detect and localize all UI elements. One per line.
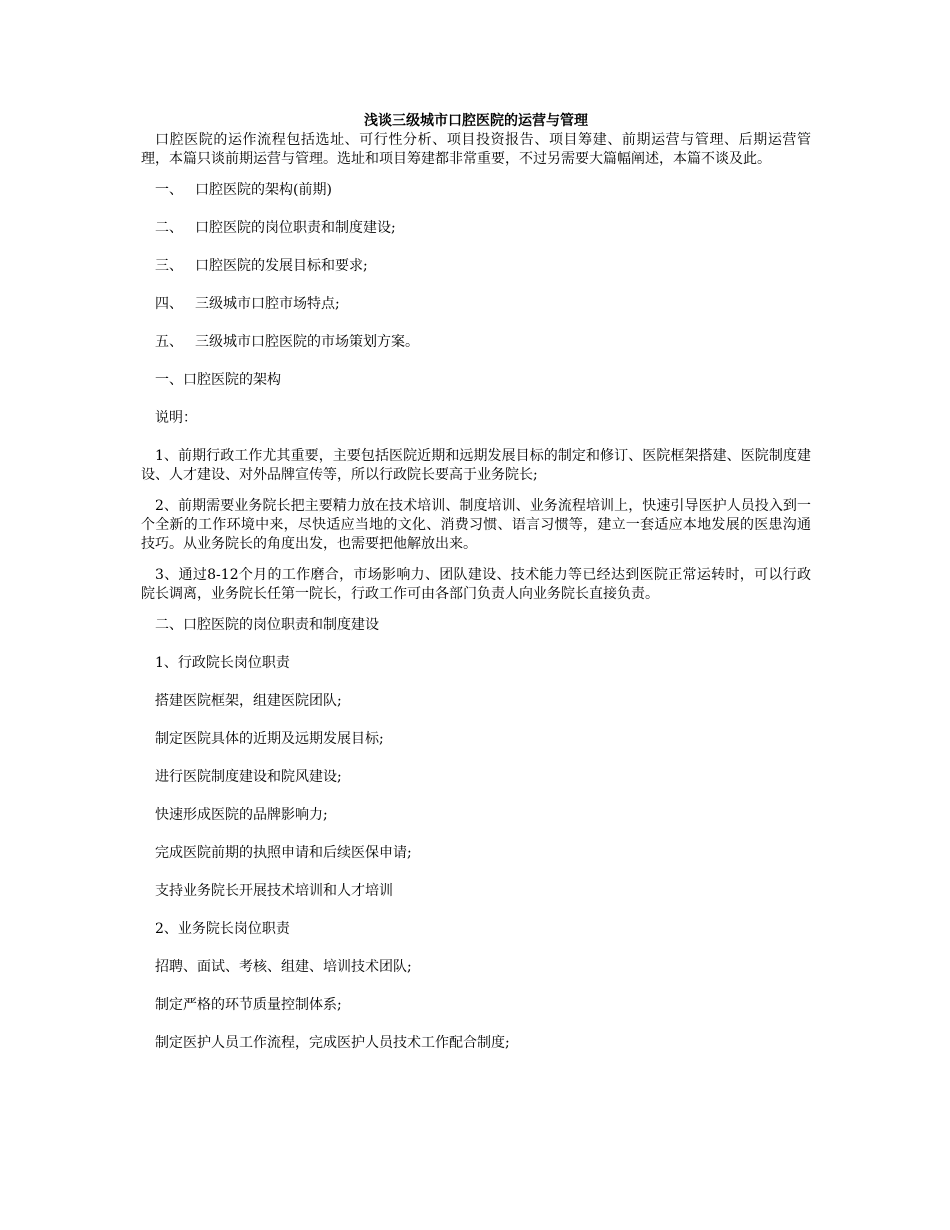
duty-item: 快速形成医院的品牌影响力;: [155, 807, 328, 823]
duty-item: 进行医院制度建设和院风建设;: [155, 769, 342, 785]
duty-item: 完成医院前期的执照申请和后续医保申请;: [155, 845, 412, 861]
outline-number: 四、: [155, 296, 183, 312]
section-heading: 二、口腔医院的岗位职责和制度建设: [155, 617, 379, 633]
intro-paragraph: 口腔医院的运作流程包括选址、可行性分析、项目投资报告、项目筹建、前期运营与管理、后期运营管理，本篇只谈前期运营与管理。选址和项目筹建都非常重要，不过另需要大篇幅阐述，本篇不谈及此。: [141, 132, 811, 167]
section-heading: 一、口腔医院的架构: [155, 372, 281, 388]
outline-number: 五、: [155, 334, 183, 350]
duty-item: 制定医护人员工作流程，完成医护人员技术工作配合制度;: [155, 1035, 510, 1051]
note-item: 3、通过8-12个月的工作磨合，市场影响力、团队建设、技术能力等已经达到医院正常运转时，可以行政院长调离，业务院长任第一院长，行政工作可由各部门负责人向业务院长直接负责。: [141, 567, 811, 602]
outline-item: [141, 181, 811, 200]
note-item: 2、前期需要业务院长把主要精力放在技术培训、制度培训、业务流程培训上，快速引导医护人员投入到一个全新的工作环境中来，尽快适应当地的文化、消费习惯、语言习惯等，建立一套适应本地发展的医患沟通技巧。从业务院长的角度出发，也需要把他解放出来。: [141, 498, 811, 552]
subsection-heading: 1、行政院长岗位职责: [155, 655, 290, 671]
outline-text: 口腔医院的岗位职责和制度建设;: [195, 220, 396, 236]
outline-text: 三级城市口腔市场特点;: [195, 296, 340, 312]
note-item: 1、前期行政工作尤其重要，主要包括医院近期和远期发展目标的制定和修订、医院框架搭建、医院制度建设、人才建设、对外品牌宣传等，所以行政院长要高于业务院长;: [141, 448, 811, 483]
outline-text: 口腔医院的架构(前期): [195, 182, 332, 198]
outline-item: [141, 333, 811, 352]
outline-number: 三、: [155, 258, 183, 274]
note-label: 说明：: [155, 410, 197, 426]
outline-item: [141, 257, 811, 276]
outline-text: 三级城市口腔医院的市场策划方案。: [195, 334, 419, 350]
outline-item: [141, 219, 811, 238]
duty-item: 制定严格的环节质量控制体系;: [155, 997, 342, 1013]
duty-item: 支持业务院长开展技术培训和人才培训: [155, 883, 393, 899]
subsection-heading: 2、业务院长岗位职责: [155, 921, 290, 937]
document-title: 浅谈三级城市口腔医院的运营与管理: [364, 113, 588, 129]
outline-number: 一、: [155, 182, 183, 198]
duty-item: 招聘、面试、考核、组建、培训技术团队;: [155, 959, 412, 975]
outline-text: 口腔医院的发展目标和要求;: [195, 258, 368, 274]
document-page: [141, 112, 811, 1072]
outline-number: 二、: [155, 220, 183, 236]
duty-item: 制定医院具体的近期及远期发展目标;: [155, 731, 384, 747]
outline-item: [141, 295, 811, 314]
duty-item: 搭建医院框架，组建医院团队;: [155, 693, 342, 709]
